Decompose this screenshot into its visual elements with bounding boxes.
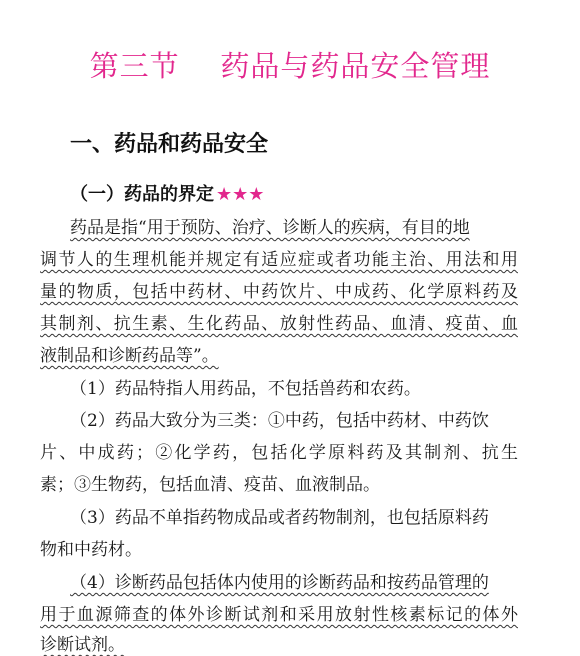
point-3-line-1: （3）药品不单指药物成品或者药物制剂，也包括原料药 xyxy=(70,508,489,528)
point-2-line-3: 素；③生物药，包括血清、疫苗、血液制品。 xyxy=(40,475,380,495)
point-1-line-1 xyxy=(70,378,421,400)
definition-line-4: 其制剂、抗生素、生化药品、放射性药品、血清、疫苗、血 xyxy=(40,314,518,334)
definition-line-1: 药品是指“用于预防、治疗、诊断人的疾病，有目的地 xyxy=(70,218,470,238)
point-2-line-2: 片、中成药；②化学药，包括化学原料药及其制剂、抗生 xyxy=(40,443,518,463)
definition-line-2: 调节人的生理机能并规定有适应症或者功能主治、用法和用 xyxy=(40,250,518,270)
heading-level-2-label: （一）药品的界定 xyxy=(70,184,214,205)
heading-level-2 xyxy=(70,180,264,206)
point-4-line-2: 用于血源筛查的体外诊断试剂和采用放射性核素标记的体外 xyxy=(40,605,518,625)
point-1-text: （1）药品特指人用药品，不包括兽药和农药。 xyxy=(70,379,421,399)
importance-stars: ★★★ xyxy=(216,184,265,205)
definition-line-5: 液制品和诊断药品等”。 xyxy=(40,346,219,366)
point-4-line-3: 诊断试剂。 xyxy=(40,635,125,655)
heading-level-1: 一、药品和药品安全 xyxy=(70,132,269,157)
definition-line-3: 量的物质，包括中药材、中药饮片、中成药、化学原料药及 xyxy=(40,282,518,302)
point-3-line-2: 物和中药材。 xyxy=(40,540,142,560)
point-2-line-1: （2）药品大致分为三类：①中药，包括中药材、中药饮 xyxy=(70,411,489,431)
point-4-line-1: （4）诊断药品包括体内使用的诊断药品和按药品管理的 xyxy=(70,573,489,593)
section-title: 第三节 药品与药品安全管理 xyxy=(89,49,491,83)
